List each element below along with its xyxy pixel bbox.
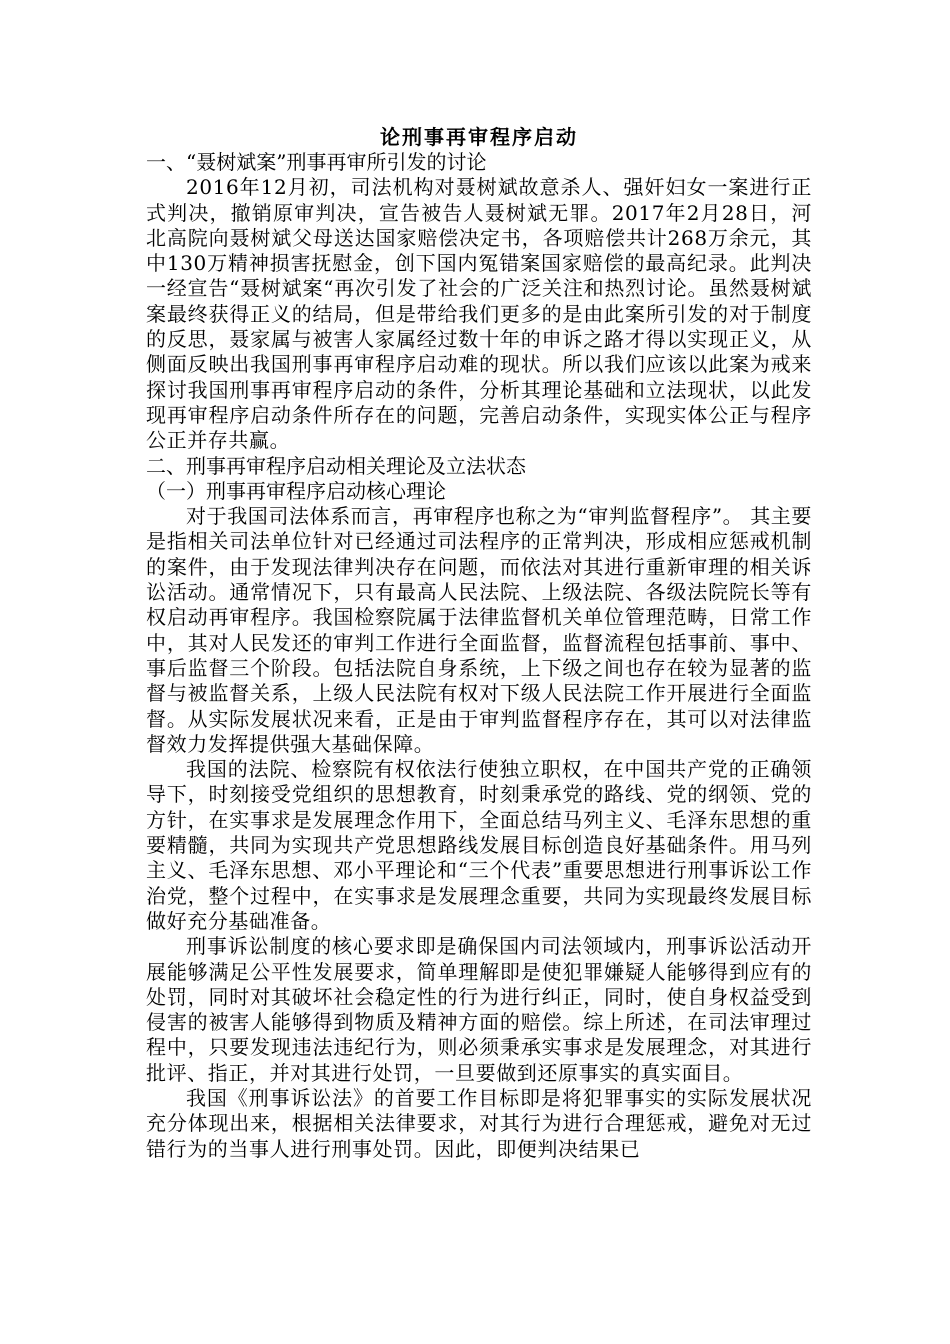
paragraph-nie-shubin-case: 2016年12月初，司法机构对聂树斌故意杀人、强奸妇女一案进行正式判决，撤销原审判决，宣告被告人聂树斌无罪。2017年2月28日，河北高院向聂树斌父母送达国家赔偿决定书，各项赔偿共计268万余元，其中130万精神损害抚慰金，创下国内冤错案国家赔偿的最高纪录。此判决一经宣告“聂树斌案“再次引发了社会的广泛关注和热烈讨论。虽然聂树斌案最终获得正义的结局，但是带给我们更多的是由此案所引发的对于制度的反思，聂家属与被害人家属经过数十年的申诉之路才得以实现正义，从侧面反映出我国刑事再审程序启动难的现状。所以我们应该以此案为戒来探讨我国刑事再审程序启动的条件，分析其理论基础和立法现状，以此发现再审程序启动条件所存在的问题，完善启动条件，实现实体公正与程序公正并存共赢。: [146, 175, 812, 453]
paragraph-criminal-procedure-law: 我国《刑事诉讼法》的首要工作目标即是将犯罪事实的实际发展状况充分体现出来，根据相关法律要求，对其行为进行合理惩戒，避免对无过错行为的当事人进行刑事处罚。因此，即便判决结果已: [146, 1085, 812, 1161]
document-title: 论刑事再审程序启动: [380, 125, 578, 149]
paragraph-criminal-procedure-core: 刑事诉讼制度的核心要求即是确保国内司法领域内，刑事诉讼活动开展能够满足公平性发展要求，简单理解即是使犯罪嫌疑人能够得到应有的处罚，同时对其破坏社会稳定性的行为进行纠正，同时，使自身权益受到侵害的被害人能够得到物质及精神方面的赔偿。综上所述，在司法审理过程中，只要发现违法违纪行为，则必须秉承实事求是发展理念，对其进行批评、指正，并对其进行处罚，一旦要做到还原事实的真实面目。: [146, 934, 812, 1085]
paragraph-independent-authority: 我国的法院、检察院有权依法行使独立职权，在中国共产党的正确领导下，时刻接受党组织的思想教育，时刻秉承党的路线、党的纲领、党的方针，在实事求是发展理念作用下，全面总结马列主义、毛泽东思想的重要精髓，共同为实现共产党思想路线发展目标创造良好基础条件。用马列主义、毛泽东思想、邓小平理论和“三个代表”重要思想进行刑事诉讼工作治党，整个过程中，在实事求是发展理念重要，共同为实现最终发展目标做好充分基础准备。: [146, 757, 812, 933]
subsection-heading-2-1: （一）刑事再审程序启动核心理论: [146, 478, 446, 503]
document-body: [146, 124, 812, 1162]
section-heading-2: 二、刑事再审程序启动相关理论及立法状态: [146, 453, 526, 478]
paragraph-retrial-definition: 对于我国司法体系而言，再审程序也称之为“审判监督程序”。 其主要是指相关司法单位针对已经通过司法程序的正常判决，形成相应惩戒机制的案件，由于发现法律判决存在问题，而依法对其进行重新审理的相关诉讼活动。通常情况下，只有最高人民法院、上级法院、各级法院院长等有权启动再审程序。我国检察院属于法律监督机关单位管理范畴，日常工作中，其对人民发还的审判工作进行全面监督，监督流程包括事前、事中、事后监督三个阶段。包括法院自身系统，上下级之间也存在较为显著的监督与被监督关系，上级人民法院有权对下级人民法院工作开展进行全面监督。从实际发展状况来看，正是由于审判监督程序存在，其可以对法律监督效力发挥提供强大基础保障。: [146, 504, 813, 756]
section-heading-1: 一、“聂树斌案”刑事再审所引发的讨论: [146, 150, 487, 174]
